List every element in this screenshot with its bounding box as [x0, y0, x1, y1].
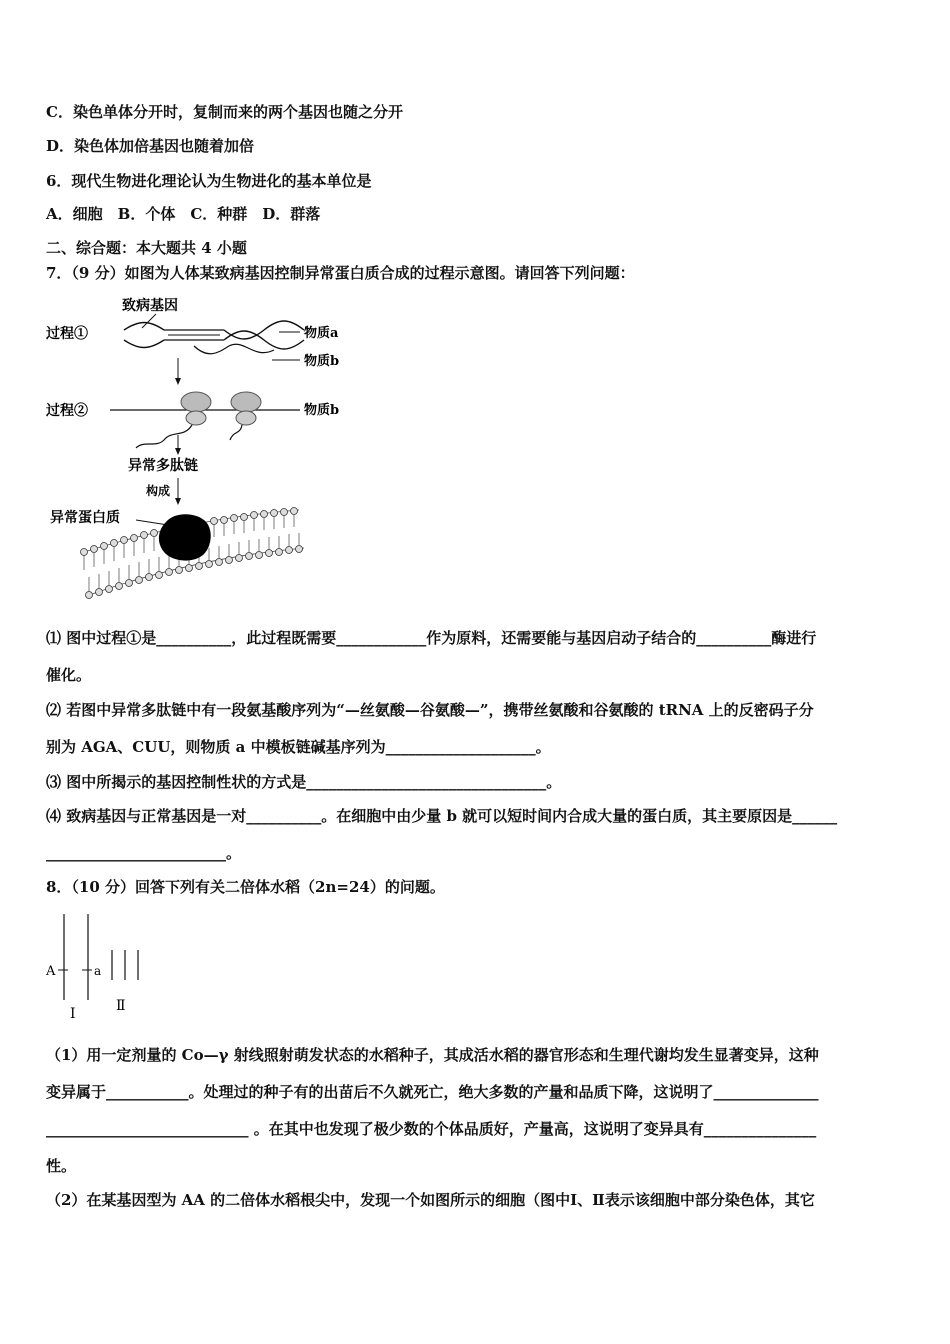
- q8-sub1-line3: ___________________________ 。在其中也发现了极少数的个体品质好，产量高，这说明了变异具有_______________: [46, 1120, 817, 1138]
- chromosome-II-label: Ⅱ: [116, 998, 126, 1014]
- polypeptide-label: 异常多肽链: [128, 458, 198, 474]
- substance-b-label: 物质b: [304, 354, 340, 369]
- substance-b2-label: 物质b: [304, 403, 340, 418]
- option-d-prev: D．染色体加倍基因也随着加倍: [46, 137, 255, 155]
- q7-sub2-line1: ⑵ 若图中异常多肽链中有一段氨基酸序列为“—丝氨酸—谷氨酸—”，携带丝氨酸和谷氨酸的 tRNA 上的反密码子分: [46, 701, 814, 719]
- gene-label: 致病基因: [122, 298, 178, 314]
- protein-label: 异常蛋白质: [50, 510, 120, 526]
- substance-a-label: 物质a: [304, 326, 339, 341]
- q7-sub1-line1: ⑴ 图中过程①是__________，此过程既需要____________作为原料，还需要能与基因启动子结合的__________酶进行: [46, 629, 817, 647]
- question-8-stem: 8．（10 分）回答下列有关二倍体水稻（2n=24）的问题。: [46, 878, 445, 896]
- option-c-prev: C．染色单体分开时，复制而来的两个基因也随之分开: [46, 103, 403, 121]
- q7-sub4-line2: ________________________。: [46, 844, 242, 862]
- section-heading: 二、综合题：本大题共 4 小题: [46, 239, 247, 257]
- allele-A-label: A: [46, 964, 56, 979]
- chromosome-I-label: Ⅰ: [70, 1006, 76, 1022]
- gene-expression-figure: [44, 290, 364, 615]
- allele-a-label: a: [94, 964, 102, 978]
- process1-label: 过程①: [46, 326, 88, 342]
- question-6-options: A．细胞 B．个体 C．种群 D．群落: [46, 205, 321, 223]
- process2-label: 过程②: [46, 403, 88, 419]
- chromosome-figure: [42, 910, 152, 1025]
- constitute-label: 构成: [146, 484, 171, 498]
- q7-sub2-line2: 别为 AGA、CUU，则物质 a 中模板链碱基序列为____________________。: [46, 738, 551, 756]
- q7-sub4-line1: ⑷ 致病基因与正常基因是一对__________。在细胞中由少量 b 就可以短时间内合成大量的蛋白质，其主要原因是______: [46, 807, 838, 825]
- q8-sub2-line1: （2）在某基因型为 AA 的二倍体水稻根尖中，发现一个如图所示的细胞（图中Ⅰ、Ⅱ表示该细胞中部分染色体，其它: [46, 1191, 815, 1209]
- q8-sub1-line2: 变异属于___________。处理过的种子有的出苗后不久就死亡，绝大多数的产量和品质下降，这说明了______________: [46, 1083, 819, 1101]
- question-7-stem: 7．（9 分）如图为人体某致病基因控制异常蛋白质合成的过程示意图。请回答下列问题：: [46, 264, 635, 282]
- q8-sub1-line4: 性。: [46, 1157, 77, 1175]
- question-6-stem: 6．现代生物进化理论认为生物进化的基本单位是: [46, 172, 372, 190]
- q8-sub1-line1: （1）用一定剂量的 Co—γ 射线照射萌发状态的水稻种子，其成活水稻的器官形态和生理代谢均发生显著变异，这种: [46, 1046, 819, 1064]
- q7-sub1-line2: 催化。: [46, 666, 92, 684]
- q7-sub3: ⑶ 图中所揭示的基因控制性状的方式是________________________________。: [46, 773, 562, 791]
